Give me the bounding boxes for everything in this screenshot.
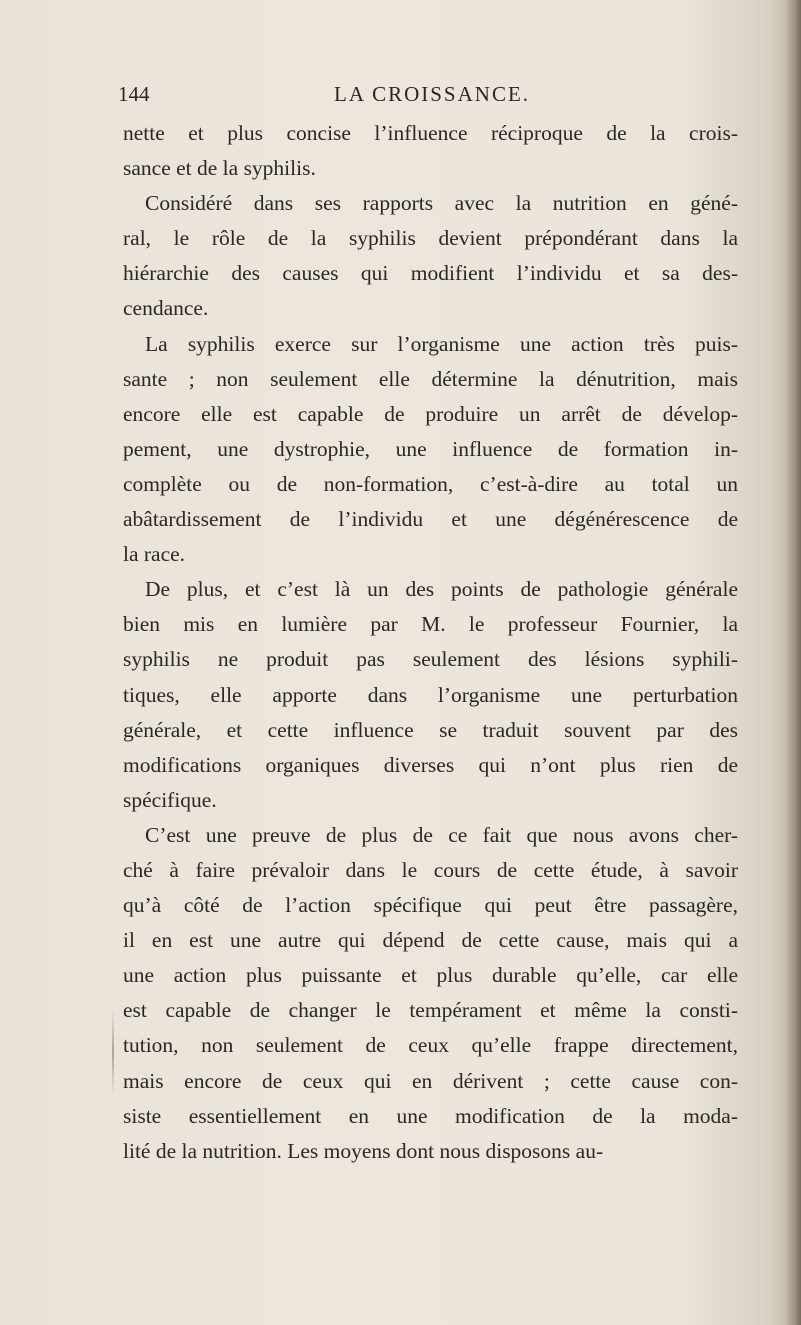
text-line: abâtardissement de l’individu et une dégénérescence de	[123, 507, 738, 532]
text-line: générale, et cette influence se traduit souvent par des	[123, 717, 738, 742]
text-line: syphilis ne produit pas seulement des lésions syphili-	[123, 647, 738, 672]
text-line: tiques, elle apporte dans l’organisme une perturbation	[123, 682, 738, 707]
text-line: mais encore de ceux qui en dérivent ; cette cause con-	[123, 1068, 738, 1093]
page-crease-mark	[112, 1010, 114, 1095]
text-line: hiérarchie des causes qui modifient l’individu et sa des-	[123, 261, 738, 286]
text-line: La syphilis exerce sur l’organisme une action très puis-	[145, 331, 738, 356]
text-line: lité de la nutrition. Les moyens dont nous disposons au-	[123, 1138, 604, 1163]
text-line: C’est une preuve de plus de ce fait que nous avons cher-	[145, 822, 738, 847]
text-line: modifications organiques diverses qui n’ont plus rien de	[123, 752, 738, 777]
text-line: il en est une autre qui dépend de cette cause, mais qui a	[123, 928, 738, 953]
text-line: une action plus puissante et plus durable qu’elle, car elle	[123, 963, 738, 988]
text-line: qu’à côté de l’action spécifique qui peut être passagère,	[123, 893, 738, 918]
text-line: ral, le rôle de la syphilis devient prépondérant dans la	[123, 226, 738, 251]
text-line: cendance.	[123, 296, 209, 321]
text-line: Considéré dans ses rapports avec la nutrition en géné-	[145, 191, 738, 216]
text-line: complète ou de non-formation, c’est-à-dire au total un	[123, 471, 738, 496]
page-edge-shadow	[785, 0, 801, 1325]
text-line: bien mis en lumière par M. le professeur Fournier, la	[123, 612, 738, 637]
page-header	[118, 82, 758, 112]
text-line: siste essentiellement en une modification de la moda-	[123, 1103, 738, 1128]
text-line: la race.	[123, 542, 186, 567]
text-line: nette et plus concise l’influence réciproque de la crois-	[123, 121, 738, 145]
text-line: encore elle est capable de produire un arrêt de dévelop-	[123, 401, 738, 426]
text-line: sante ; non seulement elle détermine la dénutrition, mais	[123, 366, 738, 391]
running-title: LA CROISSANCE.	[334, 82, 531, 106]
text-line: ché à faire prévaloir dans le cours de cette étude, à savoir	[123, 857, 738, 882]
text-line: spécifique.	[123, 787, 217, 812]
body-text	[123, 116, 738, 1169]
text-line: pement, une dystrophie, une influence de formation in-	[123, 436, 738, 461]
page-number: 144	[118, 82, 150, 106]
text-line: est capable de changer le tempérament et même la consti-	[123, 998, 738, 1023]
text-line: tution, non seulement de ceux qu’elle frappe directement,	[123, 1033, 738, 1058]
text-line: sance et de la syphilis.	[123, 156, 316, 181]
text-line: De plus, et c’est là un des points de pathologie générale	[145, 577, 738, 602]
